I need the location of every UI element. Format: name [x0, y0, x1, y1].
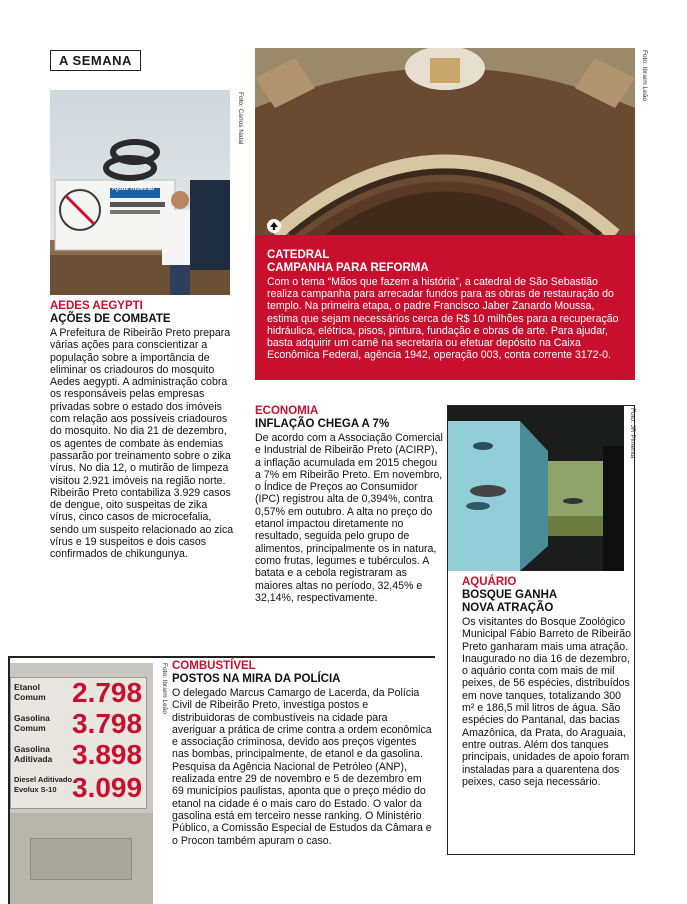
economia-body: De acordo com a Associação Comercial e Industrial de Ribeirão Preto (ACIRP), a inflação acumulada em 2015 chegou a 7% em Ribeirão Preto. Em novembro, o Índice de Preços ao Consumidor (IPC) registrou alta de 0,394%, contra 0,57% em outubro. A alta no preço do etanol impactou diretamente no resultado, seguida pelo grupo de alimentos, principalmente os in natura, como frutas, legumes e tubérculos. A batata e a cebola registraram as maiores altas no período, 32,45% e 32,14%, respectivamente. — [255, 432, 443, 604]
price-value: 3.099 — [72, 772, 143, 803]
price-value: 3.898 — [72, 739, 143, 770]
catedral-kicker: CATEDRAL — [267, 249, 330, 261]
aedes-headline: AÇÕES DE COMBATE — [50, 313, 171, 325]
aedes-photo — [50, 90, 230, 295]
aquario-box — [447, 405, 635, 855]
price-label-line1: Diesel Aditivado — [14, 775, 73, 784]
price-board — [10, 677, 147, 809]
price-row — [14, 773, 144, 805]
catedral-photo — [255, 48, 635, 235]
combustivel-body: O delegado Marcus Camargo de Lacerda, da Polícia Civil de Ribeirão Preto, investiga postos e distribuidoras de combustíveis na cidade para averiguar a prática de crime contra a ordem econômica e associação criminosa, devido aos preços vigentes nas bombas, principalmente, de etanol e da gasolina. Pesquisa da Agência Nacional de Petróleo (ANP), realizada entre 29 de novembro e 5 de dezembro em 69 municípios paulistas, aponta que o preço médio do etanol na cidade é o mais caro do Estado. O valor da gasolina está em terceiro nesse ranking. O Ministério Público, a Comissão Especial de Estudos da Câmara e o Procon também apuram o caso. — [172, 687, 432, 847]
catedral-headline: CAMPANHA PARA REFORMA — [267, 262, 429, 274]
combustivel-photo-credit: Foto: Ibraim Leão — [161, 663, 168, 714]
price-value: 3.798 — [72, 708, 143, 739]
catedral-photo-credit: Foto: Ibraim Leão — [641, 50, 648, 101]
aedes-body: A Prefeitura de Ribeirão Preto prepara várias ações para conscientizar a população sobre a importância de eliminar os criadouros do mosquito Aedes aegypti. A administração cobra os responsáveis pelas empresas privadas sobre o estado dos imóveis com relação aos possíveis criadouros do mosquito. No dia 21 de dezembro, os agentes de combate às endemias passarão por treinamento sobre o zika vírus. No dia 12, o mutirão de limpeza visitou 2.921 imóveis na região norte. Ribeirão Preto contabiliza 3.929 casos de dengue, oito suspeitas de zika vírus, cinco casos de microcefalia, sendo um suspeito relacionado ao zica vírus e 19 suspeitos e dois casos confirmados de chikungunya. — [50, 327, 234, 561]
aquario-photo — [448, 406, 624, 571]
arrow-up-icon — [267, 219, 281, 233]
aquario-body: Os visitantes do Bosque Zoológico Municipal Fábio Barreto de Ribeirão Preto ganharam mais uma atração. Inaugurado no dia 16 de dezembro, o aquário conta com mais de mil peixes, de 56 espécies, distribuídos em nove tanques, totalizando 300 m² e 186,5 mil litros de água. São espécies do Pantanal, das bacias Amazônica, da Prata, do Araguaia, entre outras. Além dos tanques principais, unidades de apoio foram instaladas para a quarentena dos peixes, caso seja necessário. — [462, 616, 631, 788]
price-label-line2: Aditivada — [14, 754, 53, 764]
price-row — [14, 677, 144, 710]
price-label-line1: Gasolina — [14, 744, 50, 754]
price-label-line1: Etanol — [14, 682, 40, 692]
price-label-line2: Comum — [14, 692, 46, 702]
aedes-kicker: AEDES AEGYPTI — [50, 300, 143, 312]
price-row — [14, 708, 144, 741]
economia-kicker: ECONOMIA — [255, 405, 319, 417]
price-label-line2: Evolux S-10 — [14, 785, 57, 794]
catedral-box — [255, 235, 635, 380]
combustivel-kicker: COMBUSTÍVEL — [172, 660, 256, 672]
price-label-line1: Gasolina — [14, 713, 50, 723]
combustivel-top-rule — [8, 656, 435, 658]
aedes-photo-credit: Foto: Carlos Natal — [237, 92, 244, 145]
aedes-banner-text: Ajude Ribeirão — [112, 186, 155, 192]
economia-headline: INFLAÇÃO CHEGA A 7% — [255, 418, 390, 430]
price-label-line2: Comum — [14, 723, 46, 733]
combustivel-headline: POSTOS NA MIRA DA POLÍCIA — [172, 673, 341, 685]
section-tag: A SEMANA — [50, 50, 141, 71]
aquario-photo-credit: Foto: JR Pimenta — [629, 408, 636, 459]
aquario-headline: BOSQUE GANHA NOVA ATRAÇÃO — [462, 589, 557, 614]
price-row — [14, 739, 144, 772]
catedral-body: Com o tema “Mãos que fazem a história”, a catedral de São Sebastião realiza campanha para arrecadar fundos para as obras de restauração do templo. Na primeira etapa, o padre Francisco Jaber Zanardo Moussa, estima que sejam necessários cerca de R$ 10 milhões para a recuperação hidráulica, elétrica, pisos, pintura, fundação e obras de arte. Para ajudar, basta adquirir um carnê na secretaria ou efetuar depósito na Caixa Econômica Federal, agência 1942, operação 003, conta corrente 3172-0. — [267, 276, 619, 362]
aquario-kicker: AQUÁRIO — [462, 576, 517, 588]
fuel-price-photo — [10, 663, 153, 904]
price-value: 2.798 — [72, 677, 143, 708]
